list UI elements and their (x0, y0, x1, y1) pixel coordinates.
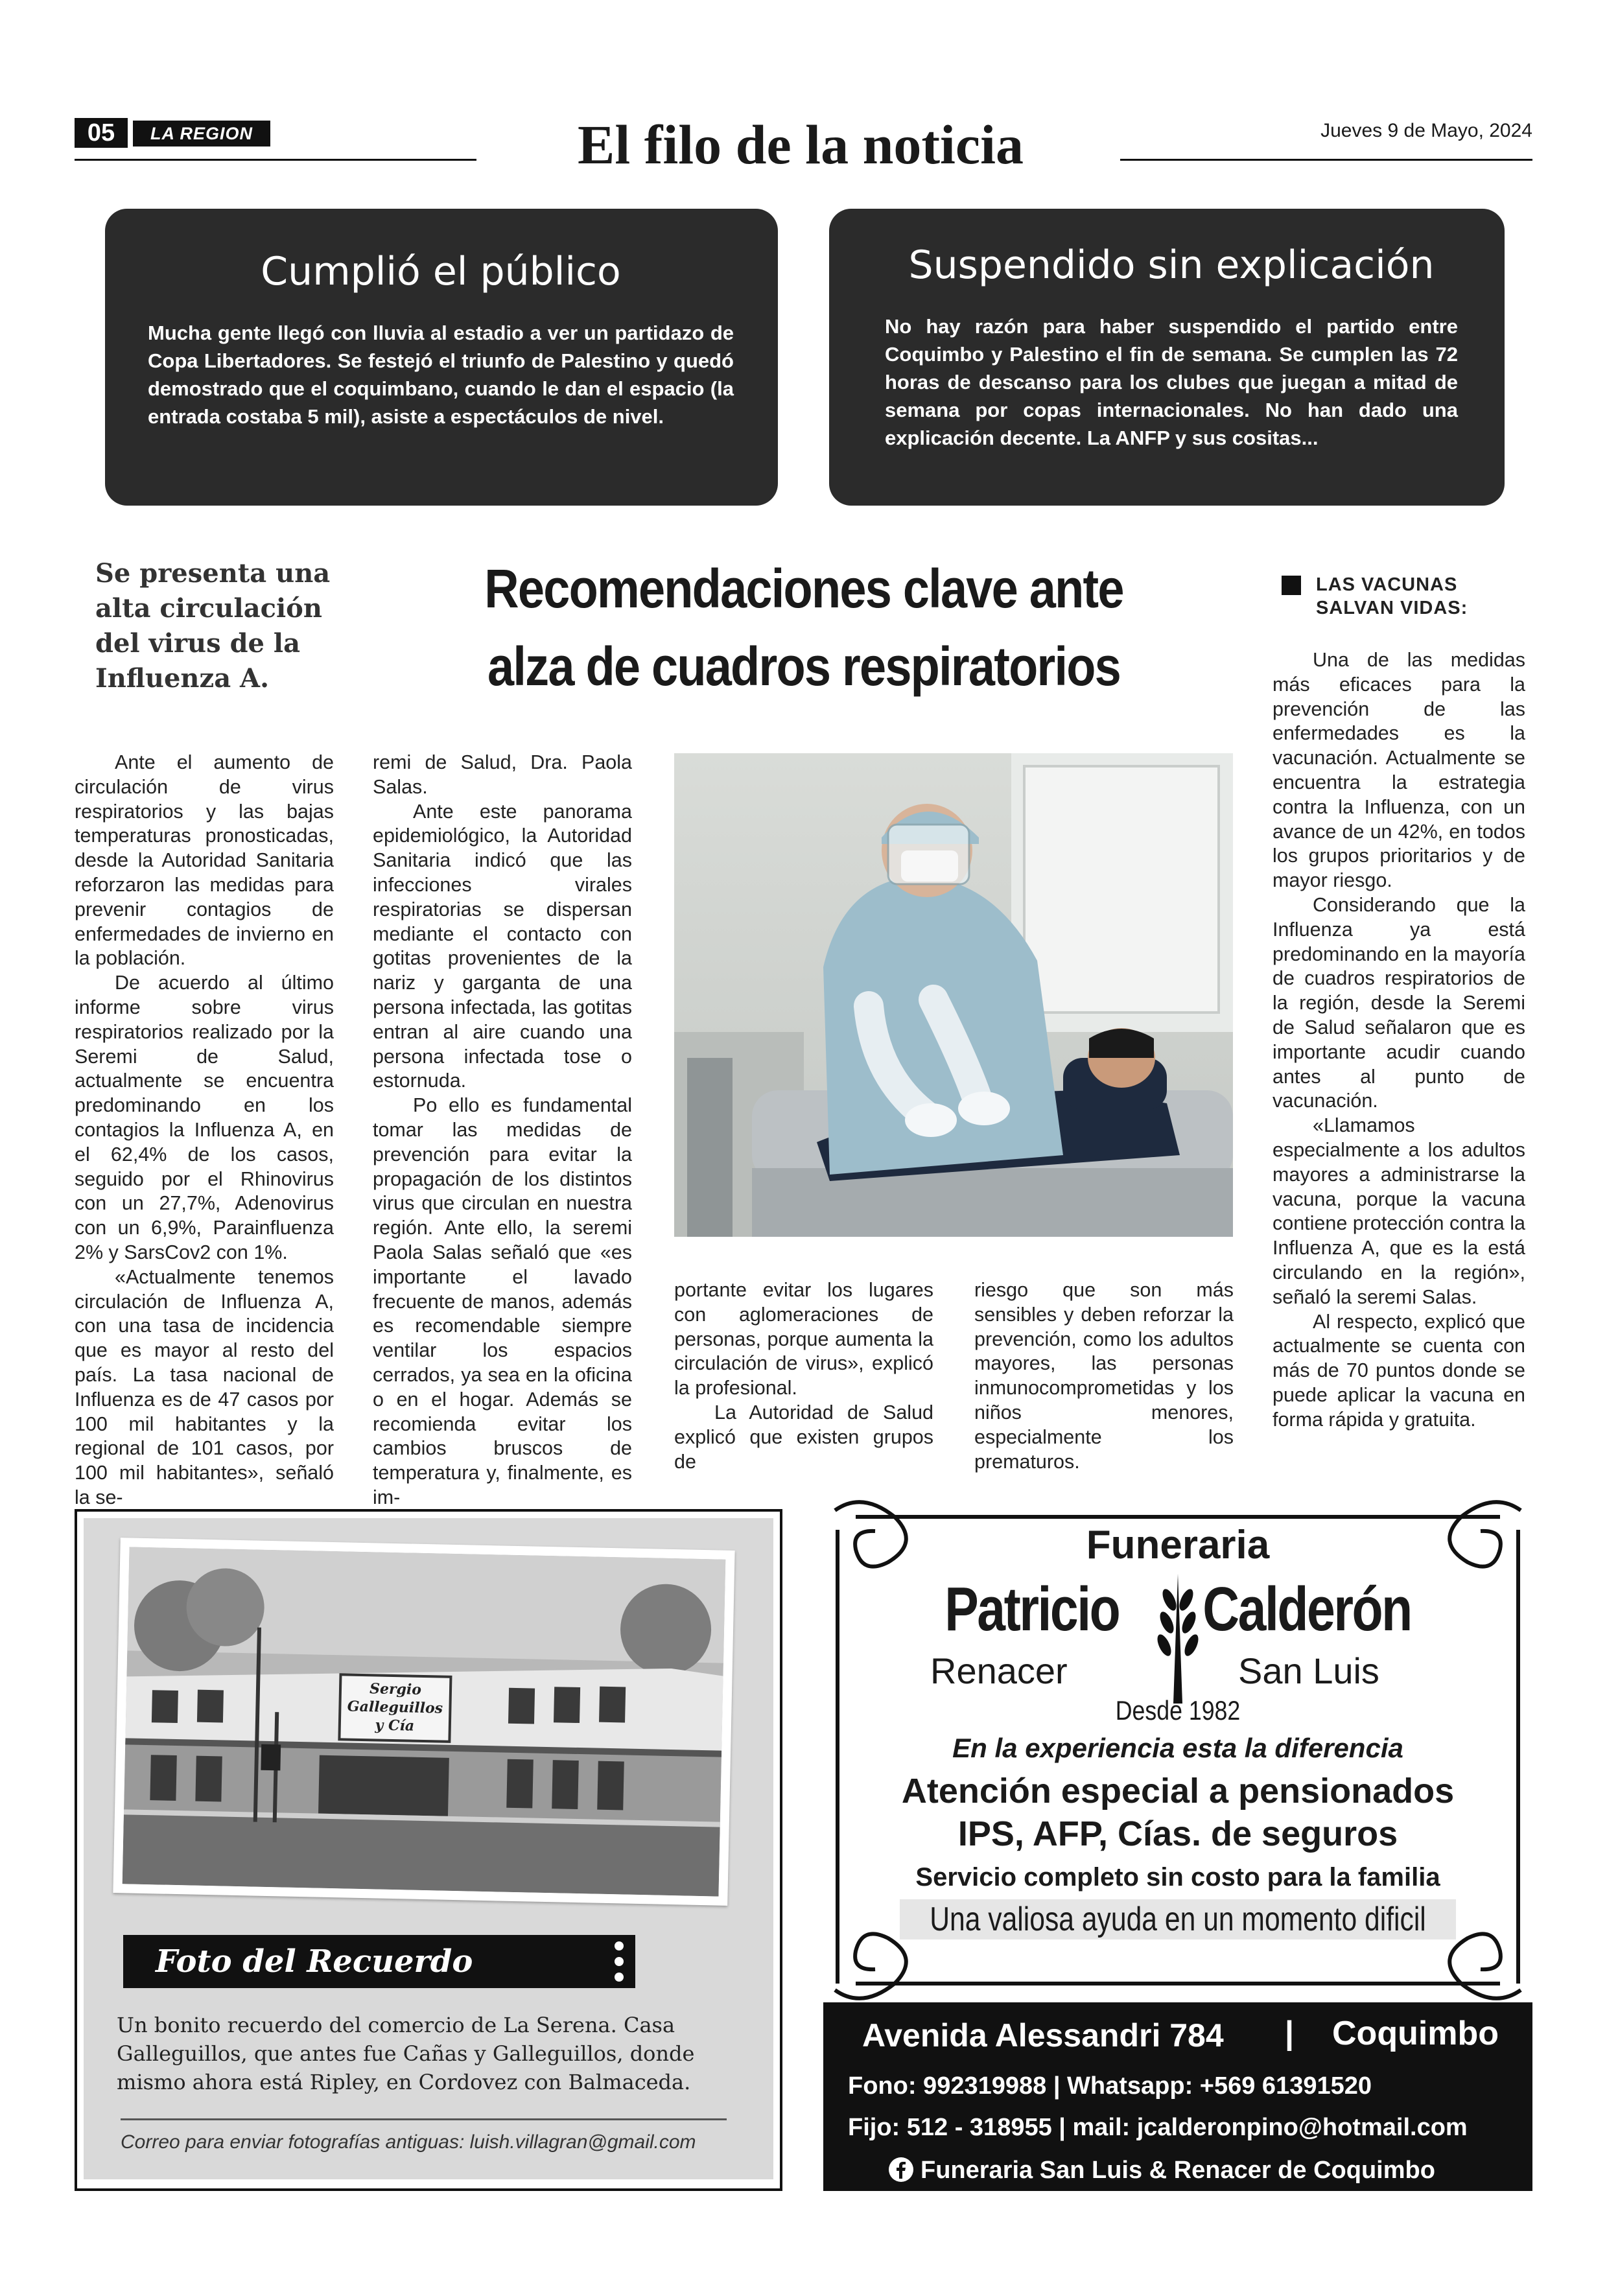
sidebar-paragraph: Una de las medidas más eficaces para la prevención de las enfermedades es la vacunación. Actualmente se encuentra la estrategia contra la Influenza, con un avance de un 42%, en todos los grupos prioritarios y de mayor riesgo. (1273, 649, 1525, 892)
wheat-icon (1149, 1574, 1207, 1704)
article-paragraph: riesgo que son más sensibles y deben reforzar la prevención, como los adultos mayores, las personas inmunocomprometidas y los niños menores, especialmente los prematuros. (974, 1279, 1234, 1473)
ad-tagline: En la experiencia esta la diferencia (952, 1733, 1403, 1763)
ad-contact-bar (823, 2002, 1532, 2191)
article-column-2 (373, 751, 632, 1510)
ad-heading: Funeraria (1086, 1523, 1270, 1567)
page-number: 05 (75, 118, 128, 148)
opinion-body: No hay razón para haber suspendido el partido entre Coquimbo y Palestino el fin de semana. Se cumplen las 72 horas de descanso para los clubes que juegan a mitad de semana por copas internacionales. No han dado una explicación decente. La ANFP y sus cositas... (885, 315, 1458, 449)
article-photo (674, 753, 1233, 1237)
sidebar-paragraph: «Llamamos especialmente a los adultos mayores a administrarse la vacuna, porque la vacuna contiene protección contra la Influenza A, que es la está circulando en la región», señaló la seremi Salas. (1273, 1114, 1525, 1308)
recuerdo-label: Foto del Recuerdo (156, 1943, 473, 1980)
sidebar-marker (1282, 576, 1301, 595)
article-column-1 (75, 751, 334, 1510)
ad-fixed-line: Fijo: 512 - 318955 | mail: jcalderonpino@hotmail.com (848, 2114, 1468, 2141)
vertical-dots-icon (613, 1939, 626, 1984)
facebook-icon (888, 2157, 914, 2183)
header-rule-left (75, 159, 476, 161)
store-sign-line: Sergio (369, 1680, 422, 1698)
article-column-4 (974, 1278, 1234, 1474)
article-paragraph: La Autoridad de Salud explicó que existen grupos de (674, 1401, 933, 1473)
article-paragraph: portante evitar los lugares con aglomeraciones de personas, porque aumenta la circulación de virus», explicó la profesional. (674, 1279, 933, 1400)
article-paragraph: Po ello es fundamental tomar las medidas de prevención para evitar la propagación de los distintos virus que circulan en nuestra región. Ante ello, la seremi Paola Salas señaló que «es importante el lavado frecuente de manos, además es recomendable siempre ventilar los espacios cerrados, ya sea en la oficina o en el hogar. Además se recomienda evitar los cambios bruscos de temperatura y, finalmente, es im- (373, 1094, 632, 1508)
ad-facebook: Funeraria San Luis & Renacer de Coquimbo (921, 2157, 1435, 2184)
sidebar-column (1273, 648, 1525, 1433)
ad-phone-line: Fono: 992319988 | Whatsapp: +569 61391520 (848, 2072, 1372, 2100)
recuerdo-email-note: Correo para enviar fotografías antiguas: luish.villagran@gmail.com (121, 2131, 696, 2153)
ad-name-first: Patricio (944, 1575, 1120, 1644)
article-paragraph: «Actualmente tenemos circulación de Influenza A, con una tasa de incidencia que es mayor al resto del país. La tasa nacional de Influenza es de 47 casos por 100 mil habitantes y la regional de 101 casos, por 100 mil habitantes», señaló la se- (75, 1265, 334, 1508)
ad-sub-left: Renacer (930, 1650, 1068, 1691)
opinion-title: Suspendido sin explicación (908, 242, 1435, 288)
article-paragraph: De acuerdo al último informe sobre virus respiratorios realizado por la Seremi de Salud, actualmente se encuentra predominando en los contagios la Influenza A, en el 62,4% de los casos, seguido por el Rhinovirus con un 27,7%, Adenovirus con un 6,9%, Parainfluenza 2% y SarsCov2 con 1%. (75, 972, 334, 1263)
newspaper-name: LA REGION (133, 121, 270, 146)
sidebar-paragraph: Considerando que la Influenza ya está predominando en la mayoría de cuadros respiratorios de la región, desde la Seremi de Salud señalaron que es importante acudir cuando antes al punto de vacunación. (1273, 893, 1525, 1112)
article-paragraph: Ante el aumento de circulación de virus respiratorios y las bajas temperaturas pronosticadas, desde la Autoridad Sanitaria reforzaron las medidas para prevenir contagios de enfermedades de invierno en la población. (75, 751, 334, 970)
recuerdo-photo (113, 1538, 734, 1906)
ad-service: Servicio completo sin costo para la familia (915, 1863, 1440, 1892)
article-paragraph: Ante este panorama epidemiológico, la Autoridad Sanitaria indicó que las infecciones virales respiratorias se dispersan mediante el contacto con gotitas provenientes de la nariz y garganta de una persona infectada, las gotitas entran al aire cuando una persona infectada tose o estornuda. (373, 800, 632, 1092)
store-sign-line: y Cía (375, 1716, 415, 1735)
ad-name-last: Calderón (1202, 1575, 1411, 1644)
ad-since: Desde 1982 (1115, 1695, 1241, 1726)
article-column-3 (674, 1278, 933, 1474)
recuerdo-caption: Un bonito recuerdo del comercio de La Serena. Casa Galleguillos, que antes fue Cañas y Galleguillos, donde mismo ahora está Ripley, en Cordovez con Balmaceda. (117, 2013, 695, 2094)
historic-storefront-illustration (123, 1547, 726, 1896)
nurse-patient-illustration (674, 753, 1233, 1237)
sidebar-title (1316, 573, 1523, 620)
sidebar-title-line: SALVAN VIDAS: (1316, 598, 1468, 618)
ad-attention-line: Atención especial a pensionados (901, 1772, 1455, 1810)
article-headline: Recomendaciones clave ante alza de cuadros respiratorios (484, 558, 1123, 697)
opinion-title: Cumplió el público (261, 249, 621, 294)
section-title: El filo de la noticia (578, 113, 1024, 176)
sidebar-paragraph: Al respecto, explicó que actualmente se cuenta con más de 70 puntos donde se puede aplicar la vacuna en forma rápida y gratuita. (1273, 1310, 1525, 1431)
ad-attention-line: IPS, AFP, Cías. de seguros (957, 1814, 1398, 1853)
header-rule-right (1120, 159, 1532, 161)
ad-address: Avenida Alessandri 784 (862, 2017, 1224, 2054)
sidebar-title-line: LAS VACUNAS (1316, 574, 1458, 595)
ad-help: Una valiosa ayuda en un momento dificil (930, 1901, 1426, 1938)
opinion-box-public (105, 209, 778, 506)
ad-city: Coquimbo (1332, 2015, 1499, 2052)
ad-separator: | (1285, 2015, 1294, 2051)
opinion-body: Mucha gente llegó con lluvia al estadio a ver un partidazo de Copa Libertadores. Se festejó el triunfo de Palestino y quedó demostrado que el coquimbano, cuando le dan el espacio (la entrada costaba 5 mil), asiste a espectáculos de nivel. (148, 322, 734, 428)
recuerdo-divider (121, 2118, 727, 2120)
article-kicker: Se presenta una alta circulación del virus de la Influenza A. (95, 558, 331, 694)
issue-date: Jueves 9 de Mayo, 2024 (1320, 120, 1532, 141)
store-sign-line: Galleguillos (347, 1698, 443, 1717)
funeraria-ad (823, 1491, 1532, 2191)
ad-sub-right: San Luis (1238, 1650, 1379, 1691)
opinion-box-suspended (829, 209, 1505, 506)
article-paragraph: remi de Salud, Dra. Paola Salas. (373, 751, 632, 798)
